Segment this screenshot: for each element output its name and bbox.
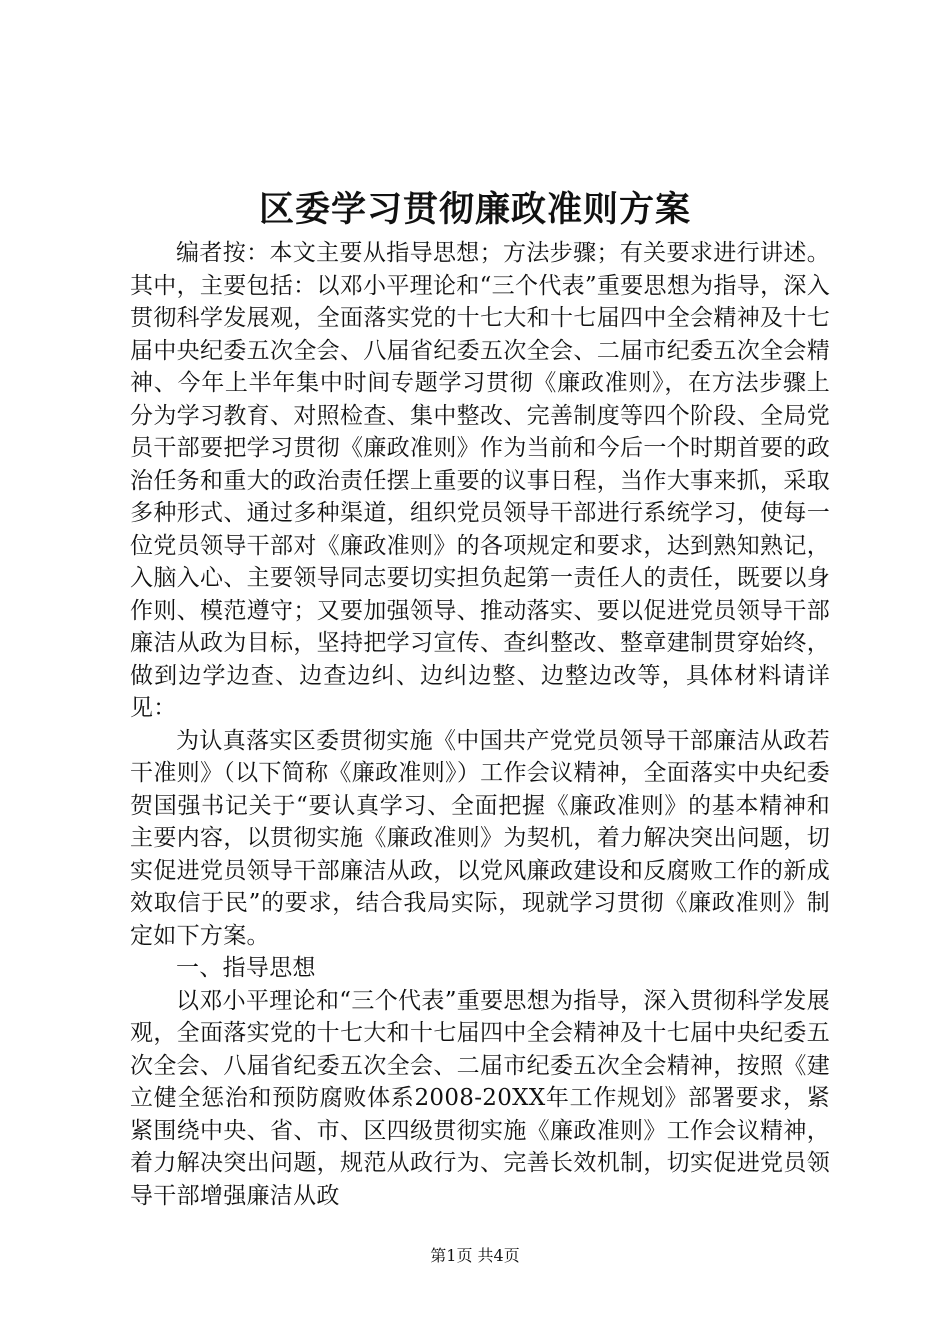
document-title: 区委学习贯彻廉政准则方案 bbox=[258, 189, 691, 230]
page-number-footer: 第1页 共4页 bbox=[430, 1246, 520, 1265]
intro-paragraph: 为认真落实区委贯彻实施《中国共产党党员领导干部廉洁从政若干准则》（以下简称《廉政准则》）工作会议精神，全面落实中央纪委贺国强书记关于“要认真学习、全面把握《廉政准则》的基本精神和主要内容，以贯彻实施《廉政准则》为契机，着力解决突出问题，切实促进党员领导干部廉洁从政，以党风廉政建设和反腐败工作的新成效取信于民”的要求，结合我局实际，现就学习贯彻《廉政准则》制定如下方案。 bbox=[130, 727, 830, 949]
guiding-ideology-paragraph: 以邓小平理论和“三个代表”重要思想为指导，深入贯彻科学发展观，全面落实党的十七大和十七届四中全会精神及十七届中央纪委五次全会、八届省纪委五次全会、二届市纪委五次全会精神，按照《建立健全惩治和预防腐败体系2008-20XX年工作规划》部署要求，紧紧围绕中央、省、市、区四级贯彻实施《廉政准则》工作会议精神，着力解决突出问题，规范从政行为、完善长效机制，切实促进党员领导干部增强廉洁从政 bbox=[130, 987, 830, 1209]
section-heading-guiding-ideology: 一、指导思想 bbox=[176, 955, 316, 981]
document-body bbox=[130, 237, 830, 1212]
editor-note-paragraph: 编者按：本文主要从指导思想；方法步骤；有关要求进行讲述。其中，主要包括：以邓小平理论和“三个代表”重要思想为指导，深入贯彻科学发展观，全面落实党的十七大和十七届四中全会精神及十七届中央纪委五次全会、八届省纪委五次全会、二届市纪委五次全会精神、今年上半年集中时间专题学习贯彻《廉政准则》，在方法步骤上分为学习教育、对照检查、集中整改、完善制度等四个阶段、全局党员干部要把学习贯彻《廉政准则》作为当前和今后一个时期首要的政治任务和重大的政治责任摆上重要的议事日程，当作大事来抓，采取多种形式、通过多种渠道，组织党员领导干部进行系统学习，使每一位党员领导干部对《廉政准则》的各项规定和要求，达到熟知熟记，入脑入心、主要领导同志要切实担负起第一责任人的责任，既要以身作则、模范遵守；又要加强领导、推动落实、要以促进党员领导干部廉洁从政为目标，坚持把学习宣传、查纠整改、整章建制贯穿始终，做到边学边查、边查边纠、边纠边整、边整边改等，具体材料请详见： bbox=[130, 240, 830, 721]
